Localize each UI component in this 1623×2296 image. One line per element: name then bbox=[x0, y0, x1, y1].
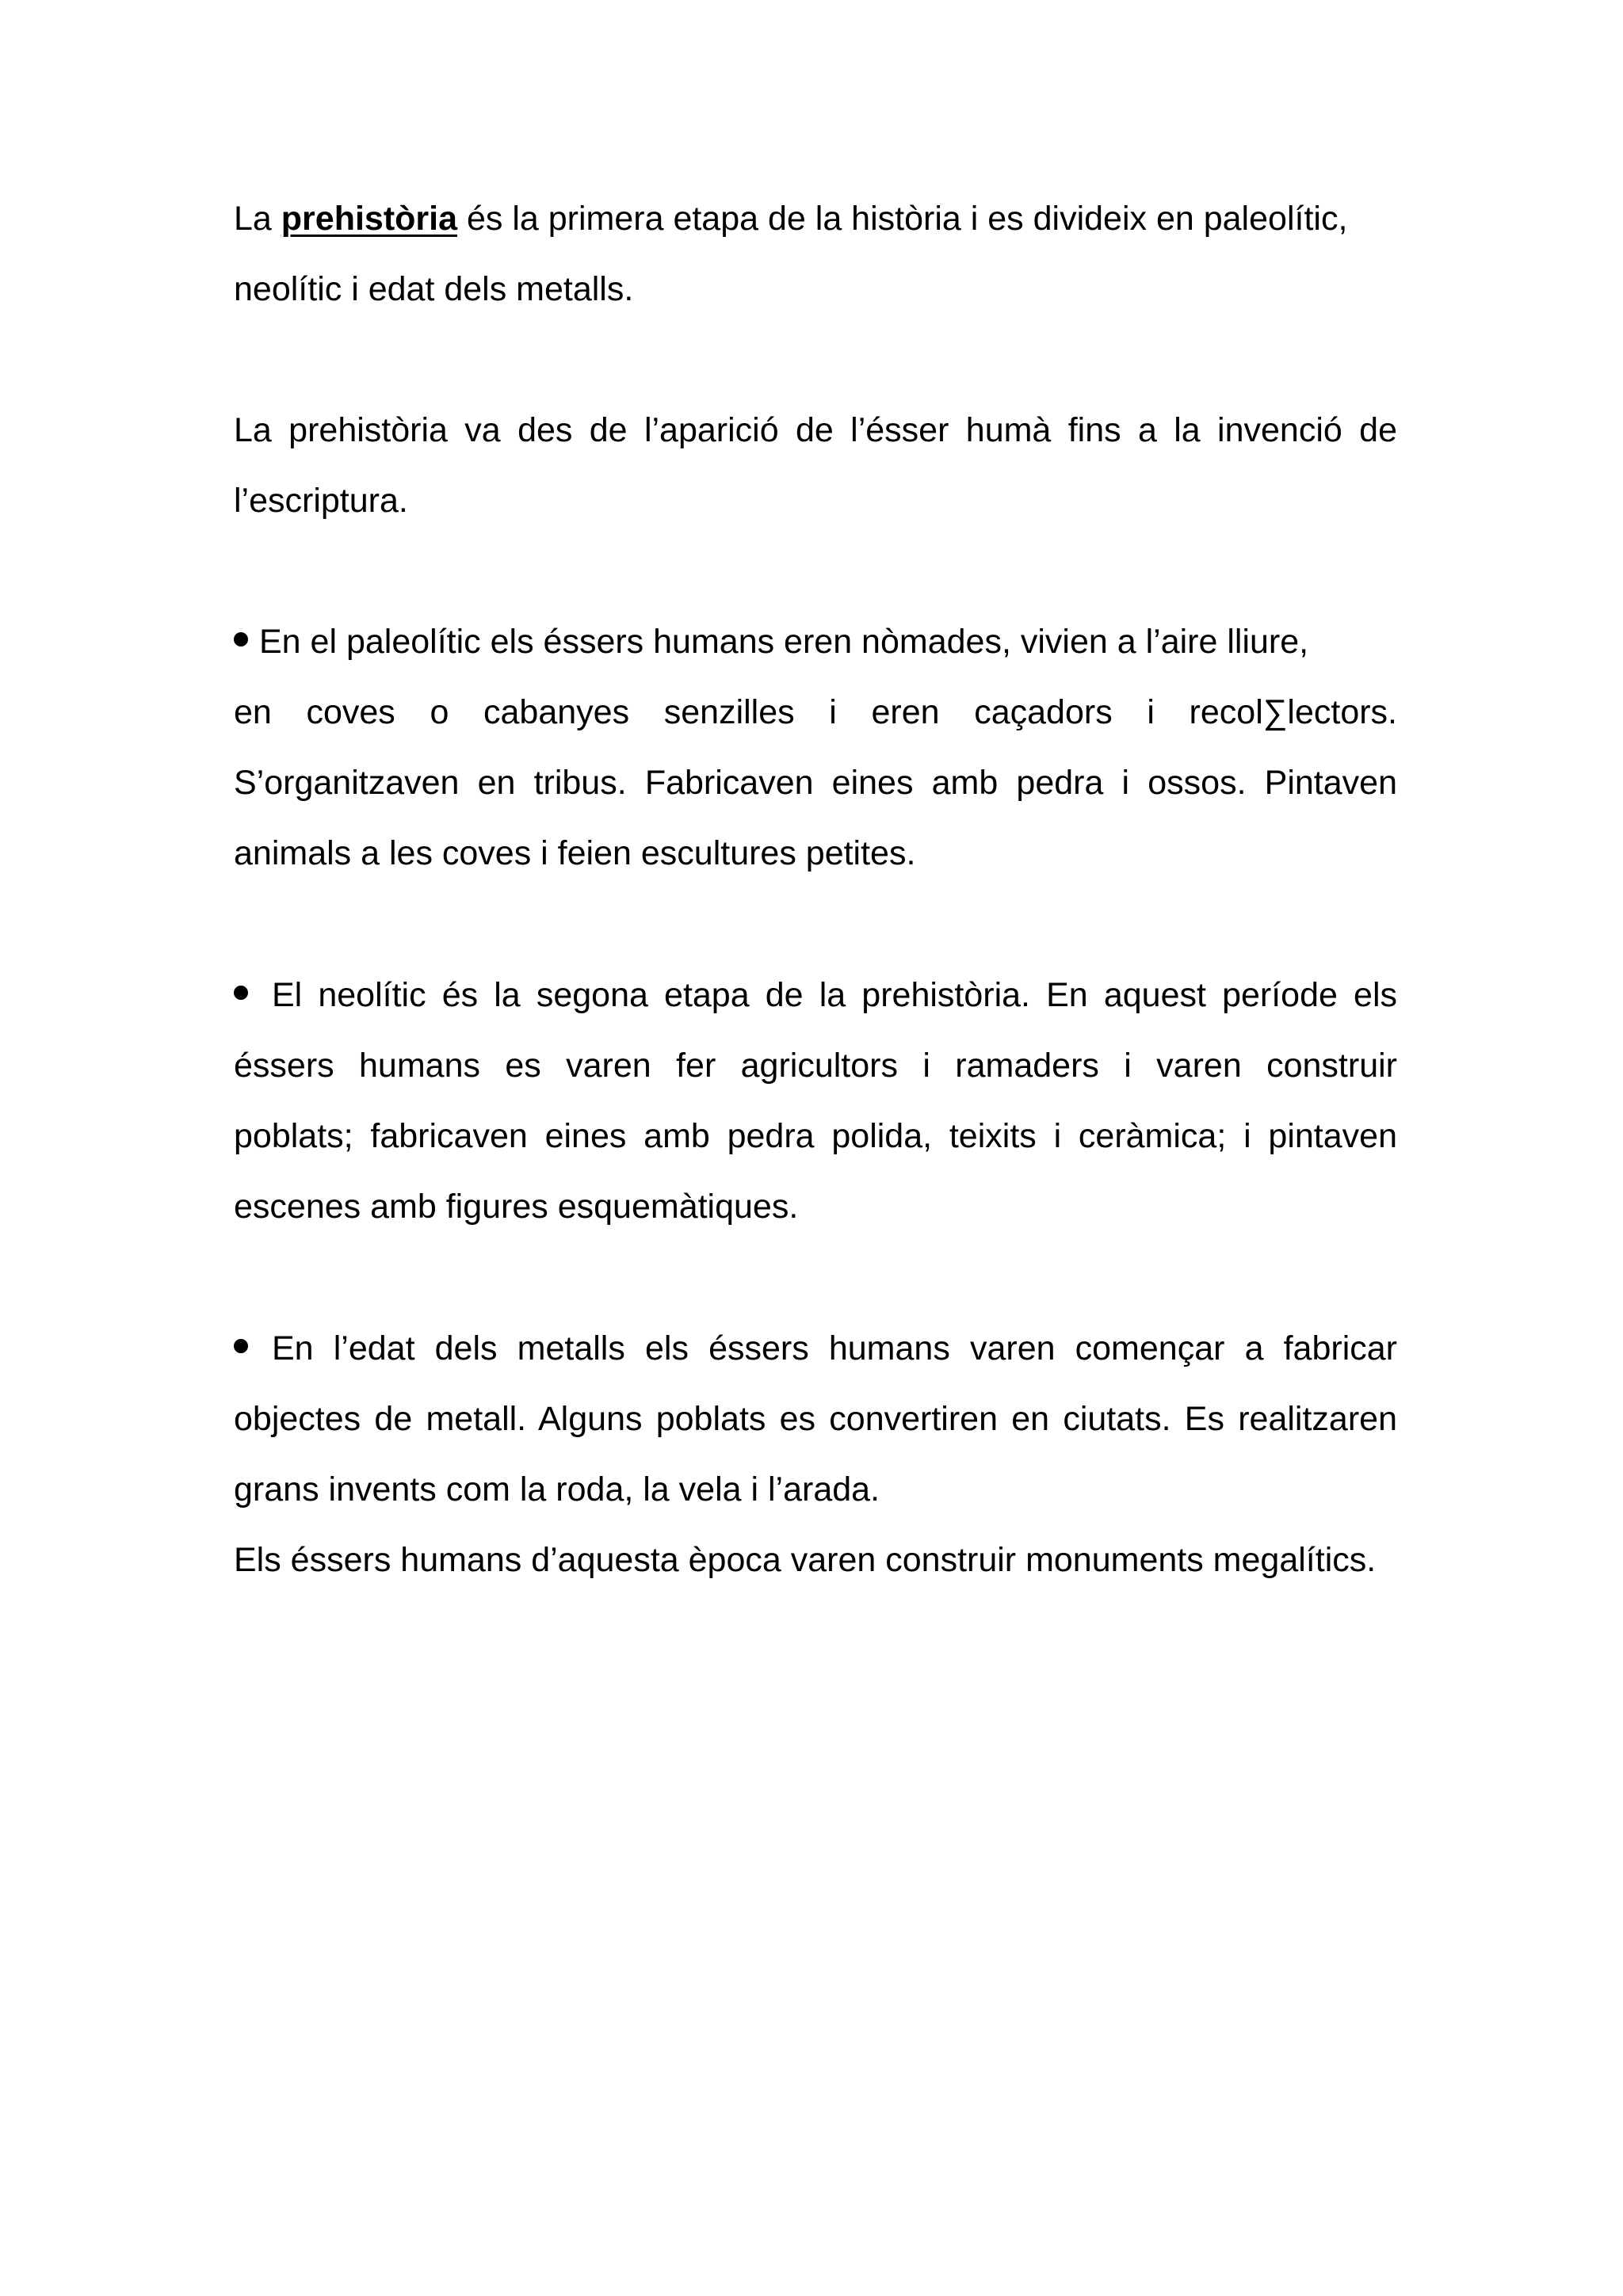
paleolitic-line-4: animals a les coves i feien escultures petites. bbox=[234, 834, 916, 872]
metalls-line-3: grans invents com la roda, la vela i l’arada. bbox=[234, 1470, 880, 1508]
intro-line-1-rest: és la primera etapa de la història i es divideix en paleolític, bbox=[457, 200, 1348, 238]
metalls-line-1-text: En l’edat dels metalls els éssers humans varen començar a fabricar bbox=[272, 1329, 1397, 1367]
bullet-icon bbox=[234, 632, 248, 646]
paragraph-neolitic bbox=[234, 960, 1397, 1242]
intro-line-2: neolític i edat dels metalls. bbox=[234, 270, 634, 308]
metalls-line-2: objectes de metall. Alguns poblats es convertiren en ciutats. Es realitzaren bbox=[234, 1400, 1397, 1438]
definition-line-1: La prehistòria va des de l’aparició de l’ésser humà fins a la invenció de bbox=[234, 411, 1397, 449]
paragraph-intro bbox=[234, 184, 1397, 325]
metalls-line-4: Els éssers humans d’aquesta època varen construir monuments megalítics. bbox=[234, 1541, 1377, 1579]
bullet-icon bbox=[234, 986, 248, 1000]
paragraph-paleolitic bbox=[234, 607, 1397, 889]
paleolitic-line-3: S’organitzaven en tribus. Fabricaven eines amb pedra i ossos. Pintaven bbox=[234, 764, 1397, 802]
neolitic-line-2: éssers humans es varen fer agricultors i ramaders i varen construir bbox=[234, 1047, 1397, 1085]
neolitic-line-3: poblats; fabricaven eines amb pedra polida, teixits i ceràmica; i pintaven bbox=[234, 1117, 1397, 1155]
paleolitic-line-2: en coves o cabanyes senzilles i eren caçadors i recol∑lectors. bbox=[234, 693, 1397, 731]
neolitic-line-1 bbox=[234, 960, 1397, 1031]
intro-prefix: La bbox=[234, 200, 281, 238]
bullet-icon bbox=[234, 1339, 248, 1353]
paragraph-definition bbox=[234, 395, 1397, 536]
neolitic-line-4: escenes amb figures esquemàtiques. bbox=[234, 1188, 799, 1226]
definition-line-2: l’escriptura. bbox=[234, 482, 408, 520]
metalls-line-1 bbox=[234, 1314, 1397, 1384]
paragraph-metalls bbox=[234, 1314, 1397, 1596]
term-prehistoria: prehistòria bbox=[281, 200, 458, 238]
intro-line-1 bbox=[234, 184, 1397, 254]
paleolitic-line-1 bbox=[234, 607, 1397, 677]
neolitic-line-1-text: El neolític és la segona etapa de la prehistòria. En aquest període els bbox=[272, 976, 1397, 1014]
paleolitic-line-1-text: En el paleolític els éssers humans eren nòmades, vivien a l’aire lliure, bbox=[259, 623, 1309, 661]
